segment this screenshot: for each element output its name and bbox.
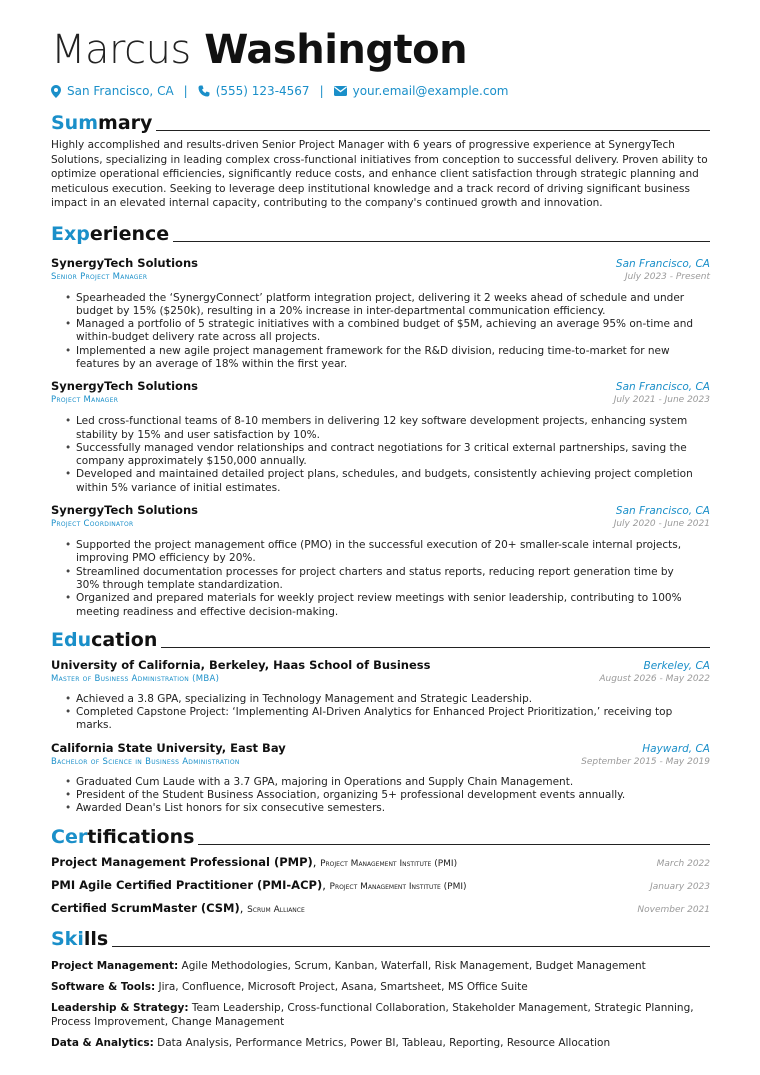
heading-rule [161, 647, 710, 648]
candidate-name [51, 24, 710, 76]
list-item: • Streamlined documentation processes for project charters and status reports, reducing report generation time by 30% through template standardization. [76, 566, 710, 593]
certification-item: Project Management Professional (PMP), Project Management Institute (PMI) March 2022 [51, 854, 710, 869]
first-name: Marcus [51, 27, 191, 73]
job-dates: July 2020 - June 2021 [613, 519, 710, 530]
location-text: San Francisco, CA [67, 84, 174, 98]
experience-entry [51, 379, 710, 495]
skill-value: Jira, Confluence, Microsoft Project, Asana, Smartsheet, MS Office Suite [158, 980, 528, 993]
summary-heading [51, 110, 710, 134]
email-text[interactable]: your.email@example.com [352, 84, 509, 98]
heading-rule [112, 946, 710, 947]
school-name: California State University, East Bay [51, 740, 286, 755]
degree-name: Master of Business Administration (MBA) [51, 673, 220, 684]
school-location: Hayward, CA [642, 742, 710, 755]
bullet-list [51, 415, 710, 495]
skill-label: Data & Analytics: [51, 1036, 154, 1049]
heading-rest: cation [91, 628, 158, 651]
list-item: • Spearheaded the ‘SynergyConnect’ platform integration project, delivering it 2 weeks ahead of schedule and under budget by 15% ($250k), resulting in a 20% increase in inter-departmental communication efficiency. [76, 292, 710, 319]
list-item: • Organized and prepared materials for weekly project review meetings with senior leadership, contributing to 100% meeting readiness and effective decision-making. [76, 592, 710, 619]
skill-row [51, 1001, 710, 1029]
contact-separator: | [183, 84, 188, 98]
skill-value: Agile Methodologies, Scrum, Kanban, Waterfall, Risk Management, Budget Management [181, 959, 646, 972]
heading-accent: Edu [51, 628, 92, 651]
cert-name: Certified ScrumMaster (CSM) [51, 900, 240, 915]
bullet-list [51, 776, 710, 816]
list-item: • Supported the project management office (PMO) in the successful execution of 20+ smaller-scale internal projects, improving PMO efficiency by 20%. [76, 539, 710, 566]
heading-accent: Sum [51, 112, 99, 134]
cert-name: PMI Agile Certified Practitioner (PMI-ACP) [51, 877, 323, 892]
certifications-heading [51, 824, 710, 848]
list-item: • Completed Capstone Project: ‘Implementing AI-Driven Analytics for Enhanced Project Prioritization,’ receiving top marks. [76, 706, 710, 733]
cert-date: March 2022 [656, 858, 710, 869]
company-name: SynergyTech Solutions [51, 503, 198, 518]
heading-rule [156, 130, 710, 131]
cert-issuer: Project Management Institute (PMI) [329, 881, 467, 892]
skill-label: Software & Tools: [51, 980, 156, 993]
list-item: • President of the Student Business Association, organizing 5+ professional development events annually. [76, 789, 710, 802]
school-dates: August 2026 - May 2022 [599, 673, 710, 684]
school-dates: September 2015 - May 2019 [581, 756, 710, 767]
skill-row [51, 980, 710, 994]
skill-row [51, 1036, 710, 1050]
certification-item: Certified ScrumMaster (CSM), Scrum Alliance November 2021 [51, 900, 710, 915]
skill-value: Data Analysis, Performance Metrics, Power BI, Tableau, Reporting, Resource Allocation [157, 1036, 611, 1049]
contact-location [51, 84, 174, 98]
cert-date: November 2021 [637, 904, 710, 915]
list-item: • Successfully managed vendor relationships and contract negotiations for 3 critical external partnerships, saving the company approximately $150,000 annually. [76, 442, 710, 469]
list-item: • Developed and maintained detailed project plans, schedules, and budgets, consistently achieving project completion within 5% variance of initial estimates. [76, 468, 710, 495]
job-title: Senior Project Manager [51, 271, 148, 282]
list-item: • Implemented a new agile project management framework for the R&D division, reducing time-to-market for new features by an average of 18% within the first year. [76, 345, 710, 372]
school-location: Berkeley, CA [643, 659, 710, 672]
contact-phone[interactable] [198, 84, 310, 98]
education-heading [51, 627, 710, 651]
certification-list [51, 855, 710, 924]
skill-label: Leadership & Strategy: [51, 1001, 189, 1014]
experience-heading [51, 221, 710, 245]
bullet-list [51, 693, 710, 733]
envelope-icon [334, 86, 347, 96]
skill-row [51, 959, 710, 973]
heading-rule [198, 844, 710, 845]
degree-name: Bachelor of Science in Business Administration [51, 756, 240, 767]
heading-accent: Exp [51, 222, 90, 245]
job-title: Project Coordinator [51, 519, 134, 530]
bullet-list [51, 292, 710, 372]
bullet-list [51, 539, 710, 619]
cert-name: Project Management Professional (PMP) [51, 854, 313, 869]
skills-heading [51, 926, 710, 950]
heading-accent: Cer [51, 825, 88, 848]
contact-separator: | [319, 84, 324, 98]
company-name: SynergyTech Solutions [51, 379, 198, 394]
heading-accent: Ski [51, 927, 84, 950]
heading-rule [173, 241, 710, 242]
list-item: • Led cross-functional teams of 8-10 members in delivering 12 key software development projects, enhancing system stability by 15% and user satisfaction by 10%. [76, 415, 710, 442]
cert-date: January 2023 [650, 881, 710, 892]
list-item: • Graduated Cum Laude with a 3.7 GPA, majoring in Operations and Supply Chain Management. [76, 776, 710, 789]
job-dates: July 2021 - June 2023 [613, 395, 710, 406]
cert-issuer: Scrum Alliance [247, 904, 305, 915]
phone-text[interactable]: (555) 123-4567 [215, 84, 310, 98]
list-item: • Awarded Dean's List honors for six consecutive semesters. [76, 802, 710, 815]
map-marker-icon [51, 85, 61, 98]
job-location: San Francisco, CA [615, 381, 710, 394]
job-location: San Francisco, CA [615, 257, 710, 270]
heading-rest: lls [83, 927, 109, 950]
certification-item: PMI Agile Certified Practitioner (PMI-ACP), Project Management Institute (PMI) January 2023 [51, 877, 710, 892]
heading-rest: tifications [87, 825, 195, 848]
job-location: San Francisco, CA [615, 505, 710, 518]
contact-email[interactable] [334, 84, 509, 98]
contact-bar [51, 82, 710, 100]
last-name: Washington [204, 27, 468, 73]
phone-icon [198, 85, 210, 97]
summary-text: Highly accomplished and results-driven Senior Project Manager with 6 years of progressive experience at SynergyTech Solutions, specializing in leading complex cross-functional initiatives from conception to successful delivery. Proven ability to optimize operational efficiencies, significantly reduce costs, and enhance client satisfaction through strategic planning and meticulous execution. Seeking to leverage deep institutional knowledge and a track record of driving significant business impact in an elevated internal capacity, contributing to the company's continued growth and innovation. [51, 139, 708, 209]
education-entry [51, 658, 710, 733]
experience-entry [51, 256, 710, 372]
heading-rest: mary [98, 112, 153, 134]
heading-rest: erience [89, 222, 170, 245]
skill-label: Project Management: [51, 959, 179, 972]
skill-value: Team Leadership, Cross-functional Collaboration, Stakeholder Management, Strategic Planning, Process Improvement, Change Management [51, 1001, 694, 1028]
experience-entry [51, 503, 710, 619]
job-dates: July 2023 - Present [624, 271, 710, 282]
job-title: Project Manager [51, 395, 119, 406]
list-item: • Achieved a 3.8 GPA, specializing in Technology Management and Strategic Leadership. [76, 693, 710, 706]
list-item: • Managed a portfolio of 5 strategic initiatives with a combined budget of $5M, achieving an average 95% on-time and within-budget delivery rate across all projects. [76, 318, 710, 345]
education-entry [51, 741, 710, 816]
cert-issuer: Project Management Institute (PMI) [320, 858, 458, 869]
company-name: SynergyTech Solutions [51, 255, 198, 270]
school-name: University of California, Berkeley, Haas School of Business [51, 657, 431, 672]
